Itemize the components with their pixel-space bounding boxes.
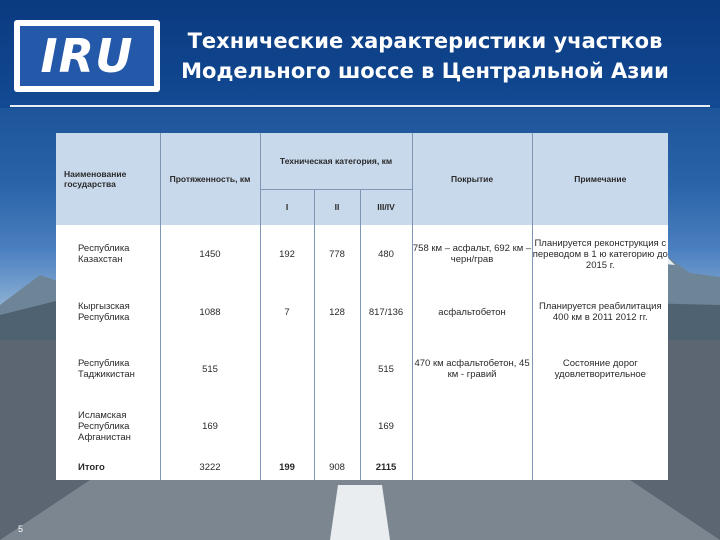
row-name: Исламская Республика Афганистан [56,397,160,455]
row-name: Кыргызская Республика [56,283,160,341]
row-cat-2: 128 [314,283,360,341]
row-length: 1450 [160,225,260,283]
total-cat-3: 2115 [360,455,412,480]
row-name: Республика Таджикистан [56,341,160,397]
row-note: Планируется реабилитация 400 км в 2011 2012 гг. [538,301,662,323]
specs-table [56,133,668,480]
header-note: Примечание [532,133,668,225]
title-line-2: Модельного шоссе в Центральной Азии [181,59,669,83]
total-surface [412,455,532,480]
header-divider [10,105,710,107]
row-length: 515 [160,341,260,397]
row-cat-1 [260,341,314,397]
total-cat-1: 199 [260,455,314,480]
row-cat-1: 7 [260,283,314,341]
total-label: Итого [56,455,160,480]
row-cat-1: 192 [260,225,314,283]
row-cat-1 [260,397,314,455]
header-length: Протяженность, км [160,133,260,225]
header-cat-3: III/IV [360,189,412,225]
row-note: Планируется реконструкция с переводом в 1 ю категорию до 2015 г. [532,237,668,271]
header-surface: Покрытие [412,133,532,225]
table-row [56,283,668,341]
slide-title [165,26,685,86]
row-surface: асфальтобетон [412,283,532,341]
specs-table-container [56,133,668,480]
row-note: Состояние дорог удовлетворительное [554,358,646,380]
row-cat-3: 480 [360,225,412,283]
row-cat-2: 778 [314,225,360,283]
table-row [56,341,668,397]
row-cat-2 [314,397,360,455]
total-length: 3222 [160,455,260,480]
header-name: Наименование государства [56,133,160,225]
header-cat-2: II [314,189,360,225]
page-number: 5 [18,524,24,534]
row-note [532,397,668,455]
row-cat-3: 515 [360,341,412,397]
iru-logo [14,20,160,92]
total-row [56,455,668,480]
row-cat-3: 817/136 [360,283,412,341]
row-surface [412,397,532,455]
table-row [56,225,668,283]
row-surface: 470 км асфальтобетон, 45 км - гравий [412,341,532,397]
row-cat-3: 169 [360,397,412,455]
table-row [56,397,668,455]
row-surface: 758 км – асфальт, 692 км – черн/грав [412,225,532,283]
row-name: Республика Казахстан [56,225,160,283]
title-line-1: Технические характеристики участков [187,29,663,53]
total-note [532,455,668,480]
row-length: 169 [160,397,260,455]
header-cat-1: I [260,189,314,225]
total-cat-2: 908 [314,455,360,480]
row-length: 1088 [160,283,260,341]
header-category: Техническая категория, км [260,133,412,189]
row-cat-2 [314,341,360,397]
logo-text: IRU [40,29,134,83]
